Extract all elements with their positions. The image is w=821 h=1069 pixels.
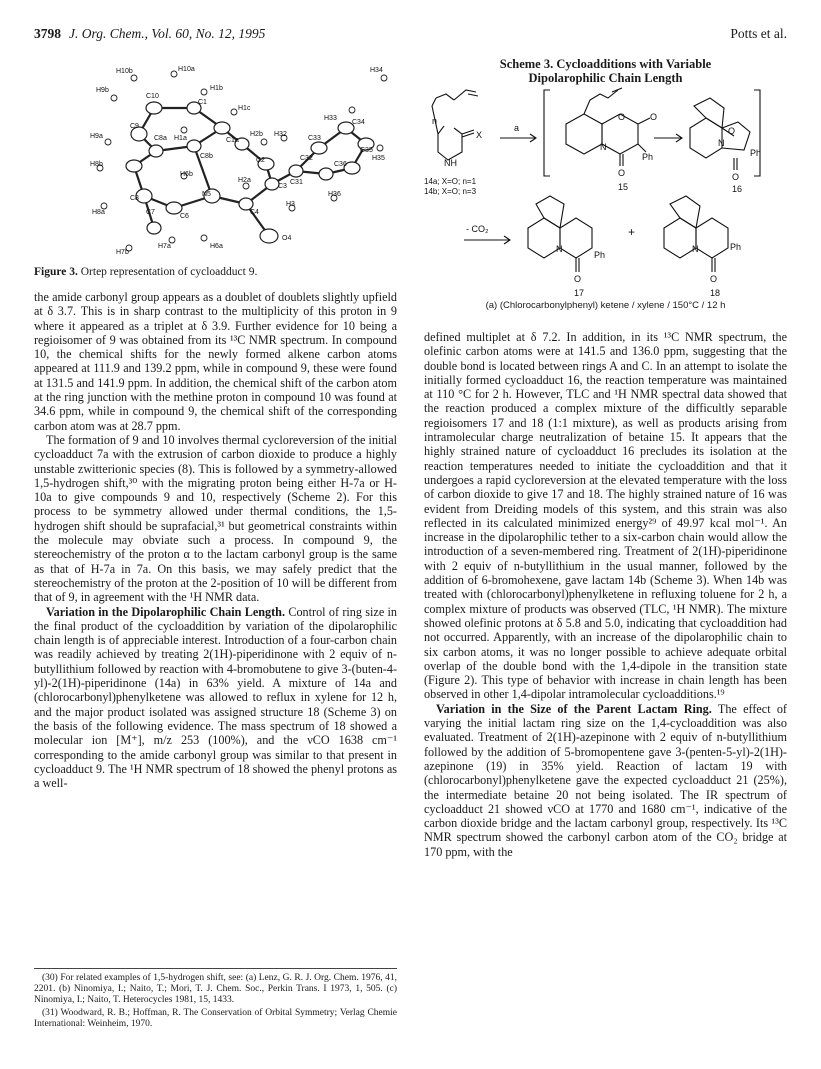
atom-label: C1a [226, 137, 239, 144]
label-ph-15: Ph [642, 152, 654, 162]
atom-label: C34 [352, 119, 365, 126]
journal-citation: J. Org. Chem., Vol. 60, No. 12, 1995 [69, 26, 266, 41]
label-ph-16: Ph [750, 148, 762, 158]
atom-label: H34 [370, 67, 383, 74]
section-lactam-ring [424, 702, 787, 859]
section-heading: Variation in the Dipolarophilic Chain Length. [46, 604, 286, 619]
atom-label: C36 [334, 161, 347, 168]
atom-label: H10b [116, 68, 133, 75]
scheme-3-title [424, 57, 787, 85]
atom-label: C32 [300, 155, 313, 162]
label-o-16: O [728, 126, 736, 136]
structure-18 [664, 196, 728, 272]
footnote-30: (30) For related examples of 1,5-hydrogen shift, see: (a) Lenz, G. R. J. Org. Chem. 1976, 41, 2201. (b) Ninomiya, I.; Naito, T.; Mori, T. J. Chem. Soc., Perkin Trans. I 1973, 1, 505. (c) Ninomiya, I.; Naito, T. Heterocycles 1981, 15, 1433. [34, 973, 397, 1005]
atom-label: O4 [282, 235, 292, 242]
label-17: 17 [574, 288, 585, 298]
label-16: 16 [732, 184, 743, 194]
atom-label: C33 [308, 135, 321, 142]
label-n-atom-15: N [600, 142, 607, 152]
section-text: Control of ring size in the final product of the cycloaddition by variation of the dipolarophilic chain length is of appreciable interest. Introduction of a four-carbon chain was readily achieved by treating 2(1H)-piperidinone with 2 equiv of n-butyllithium followed by reaction with 4-bromobutene to give 3-(buten-4-yl)-2(1H)-piperidinone (14a) in 63% yield. A mixture of 14a and (chlorocarbonyl)phenylketene was allowed to reflux in xylene for 12 h, and the major product isolated was assigned structure 18 (Scheme 3) on the basis of the following evidence. The mass spectrum of 18 showed a molecular ion [M⁺], m/z 253 (100%), and the νCO 1638 cm⁻¹ corresponding to the amide carbonyl group was similar to that present in cycloadduct 9. The ¹H NMR spectrum of 18 showed the phenyl protons as a well- [34, 604, 398, 791]
atom-label: H10a [178, 66, 195, 73]
label-n-atom-18: N [692, 244, 699, 254]
atom-label: H36 [328, 191, 341, 198]
label-o-minus-15: O [650, 112, 658, 122]
figure-3-ortep [34, 56, 397, 256]
scheme-3-footnote: (a) (Chlorocarbonylphenyl) ketene / xylene / 150°C / 12 h [485, 300, 726, 311]
header-left [34, 26, 265, 42]
bracket-left [544, 90, 550, 176]
atom-label: H1c [238, 105, 251, 112]
atom-label: C8 [130, 195, 139, 202]
atom-label: H7b [116, 249, 129, 256]
section-heading: Variation in the Size of the Parent Lactam Ring. [436, 701, 712, 716]
atom-label: H6a [210, 243, 223, 250]
scheme-title-line-1: Scheme 3. Cycloadditions with Variable [499, 57, 712, 71]
label-18: 18 [710, 288, 721, 298]
atom-label: H1a [174, 135, 187, 142]
structure-14 [432, 90, 478, 160]
label-14a: 14a; X=O; n=1 [424, 177, 477, 186]
bracket-right [754, 90, 760, 176]
atom-label: H1b [210, 85, 223, 92]
label-reagent-a: a [514, 123, 520, 133]
label-o-carbonyl-16: O [732, 172, 740, 182]
scheme-3-drawing [424, 86, 787, 300]
label-o-carbonyl-15: O [618, 168, 626, 178]
label-o-15: O [618, 112, 626, 122]
atom-label: H6b [180, 171, 193, 178]
atom-label: H32 [274, 131, 287, 138]
label-plus: + [628, 225, 636, 239]
footnotes [34, 968, 397, 1032]
label-n-atom-16: N [718, 138, 725, 148]
label-n: n [432, 116, 438, 126]
label-o-17: O [574, 274, 582, 284]
atom-label: N5 [202, 191, 211, 198]
figure-label: Figure 3. [34, 266, 78, 278]
figure-3-caption [34, 266, 397, 278]
atom-label: H35 [372, 155, 385, 162]
atom-label: H2b [250, 131, 263, 138]
structure-16 [690, 98, 750, 170]
atom-label: H33 [324, 115, 337, 122]
atom-label: C8a [154, 135, 167, 142]
label-minus-co2: - CO₂ [466, 224, 489, 234]
page-header [34, 26, 787, 46]
section-chain-length [34, 605, 397, 791]
page-number: 3798 [34, 26, 61, 41]
label-15: 15 [618, 182, 629, 192]
atom-label: C7 [146, 209, 155, 216]
paragraph: defined multiplet at δ 7.2. In addition, in its ¹³C NMR spectrum, the olefinic carbon atoms were at 141.5 and 136.0 ppm, suggesting that the double bond is located between rings A and C. In an attempt to isolate the initially formed cycloadduct 16, the reaction temperature was maintained at 110 °C for 2 h. However, TLC and ¹H NMR spectral data showed that the reaction produced a complex mixture of the difficultly separable regioisomers 17 and 18 (1:1 mixture), as well as products arising from intramolecular charge neutralization of betaine 15. It appears that the highly strained nature of cycloadduct 16 precludes its isolation at the reaction temperatures needed to initiate the cycloaddition and that it undergoes a rapid cycloreversion at the elevated temperature with the loss of carbon dioxide to give 17 and 18. The highly strained nature of 16 was evident from Dreiding models of this system, and this strain was also reflected in its calculated minimized energy²⁹ of 49.97 kcal mol⁻¹. An increase in the dipolarophilic tether to a six-carbon chain would allow the introduction of a seven-membered ring. Treatment of 2(1H)-piperidinone with 2 equiv of n-butyllithium in the usual manner, followed by the addition of 6-bromohexene, gave lactam 14b (Scheme 3). When 14b was treated with (chlorocarbonyl)phenylketene in refluxing toluene for 2 h, a complex mixture of products was observed (TLC, ¹H NMR). The mixture showed olefinic protons at δ 5.8 and 5.0, indicating that cycloaddition had not occurred. Apparently, with an increase of the dipolarophilic chain to six carbon atoms, it was no longer possible to achieve adequate orbital overlap of the double bond with the 1,4-dipole in the transition state (Figure 2). This type of behavior with increase in chain length has been observed in other 1,4-dipolar intramolecular cycloadditions.¹⁹ [424, 330, 787, 702]
atom-label: H2a [238, 177, 251, 184]
atom-label: H8b [90, 161, 103, 168]
right-column-text [424, 330, 787, 859]
section-text: The effect of varying the initial lactam ring size on the 1,4-cycloaddition was also evaluated. Treatment of 2(1H)-azepinone with 2 equiv of n-butyllithium followed by the addition of 5-bromopentene gave 3-(penten-5-yl)-2(1H)-azepinone (19) in 35% yield. Reaction of lactam 19 with (chlorocarbonyl)phenylketene gave the expected cycloadduct 21 (25%), the intermediate betaine 20 not being isolated. The IR spectrum of cycloadduct 21 showed νCO at 1770 and 1680 cm⁻¹, indicative of the carbon dioxide bridge and the lactam carbonyl group, respectively. Its ¹³C NMR spectrum showed the carbonyl carbon atom of the CO₂ bridge at 170 ppm, with the [424, 701, 787, 859]
atom-label: C10 [146, 93, 159, 100]
atom-label: H8a [92, 209, 105, 216]
paragraph: the amide carbonyl group appears as a doublet of doublets slightly upfield at δ 3.7. This is in sharp contrast to the multiplicity of this proton in 9 where it appeared as a triplet at δ 3.9. Further evidence for 10 being a regioisomer of 9 was obtained from its ¹³C NMR spectrum. In compound 10, the chemical shifts for the newly formed alkene carbon atoms appeared at 111.9 and 139.2 ppm, while in compound 9, these were found at 131.5 and 141.9 ppm. In addition, the chemical shift of the carbon atom at the ring junction with the methine proton in compound 10 was found at 34.6 ppm, while in compound 9, the chemical shift of the corresponding carbon atom was at 28.7 ppm. [34, 290, 397, 433]
figure-caption-text: Ortep representation of cycloadduct 9. [80, 266, 258, 278]
left-column-text [34, 290, 397, 790]
label-n-atom-17: N [556, 244, 563, 254]
atom-label: C31 [290, 179, 303, 186]
paragraph: The formation of 9 and 10 involves thermal cycloreversion of the initial cycloadduct 7a with the extrusion of carbon dioxide to produce a highly unstable zwitterionic species (8). This is followed by a symmetry-allowed 1,5-hydrogen shift,³⁰ with the migrating proton being either H-7a or H-10a to give compounds 9 and 10, respectively (Scheme 2). For this process to be symmetry allowed under thermal conditions, the 1,5-hydrogen shift should be suprafacial,³¹ but geometrical constraints within the molecule may obviate such a process. In compound 9, the stereochemistry of the proton α to the lactam carbonyl group is the same as that of H-7a in 7a. On this basis, we may safely predict that the stereochemistry of the proton at the 2-position of 10 will be different from that of 9, in agreement with the ¹H NMR data. [34, 432, 397, 605]
atom-label: H9a [90, 133, 103, 140]
label-nh: NH [444, 158, 457, 168]
label-14b: 14b; X=O; n=3 [424, 187, 477, 196]
atom-label: H7a [158, 243, 171, 250]
scheme-3-svg [424, 86, 787, 300]
atom-label: C2 [256, 157, 265, 164]
structure-15 [566, 88, 650, 166]
label-x: X [476, 130, 483, 140]
atom-label: C4 [250, 209, 259, 216]
atom-label: C6 [180, 213, 189, 220]
ortep-drawing [34, 56, 397, 256]
atom-label: C35 [360, 147, 373, 154]
atom-label: C3 [278, 183, 287, 190]
running-author: Potts et al. [730, 26, 787, 41]
structure-17 [528, 196, 592, 272]
atom-label: C9 [130, 123, 139, 130]
label-ph-17: Ph [594, 250, 606, 260]
footnote-31: (31) Woodward, R. B.; Hoffman, R. The Conservation of Orbital Symmetry; Verlag Chemie International: Weinheim, 1970. [34, 1008, 397, 1029]
atom-label: C8b [200, 153, 213, 160]
atom-label: C1 [198, 99, 207, 106]
atom-label: H3 [286, 201, 295, 208]
scheme-title-line-2: Dipolarophilic Chain Length [528, 71, 683, 85]
label-o-18: O [710, 274, 718, 284]
atom-label: H9b [96, 87, 109, 94]
label-ph-18: Ph [730, 242, 742, 252]
